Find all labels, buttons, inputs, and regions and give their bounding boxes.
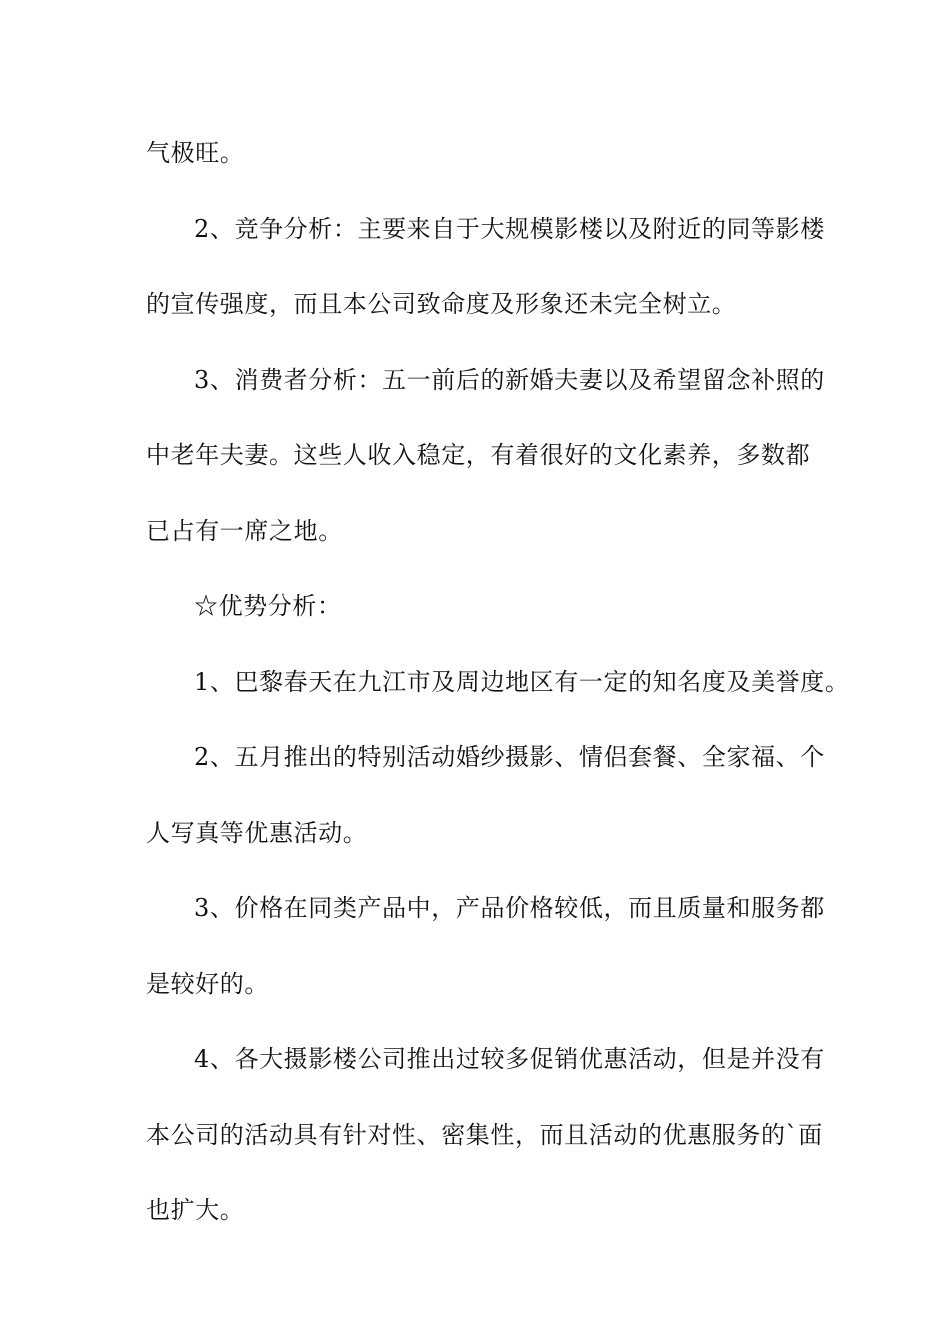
text-line: 中老年夫妻。这些人收入稳定，有着很好的文化素养，多数都	[146, 441, 811, 469]
text-line: 气极旺。	[146, 139, 245, 167]
text-line: 本公司的活动具有针对性、密集性，而且活动的优惠服务的`面	[146, 1120, 823, 1149]
text-line: 也扩大。	[146, 1196, 245, 1224]
text-line: 4、各大摄影楼公司推出过较多促销优惠活动，但是并没有	[194, 1045, 825, 1073]
text-line: 已占有一席之地。	[146, 516, 343, 545]
section-heading: ☆优势分析：	[194, 592, 342, 620]
text-line: 3、消费者分析：五一前后的新婚夫妻以及希望留念补照的	[194, 365, 825, 394]
text-line: 1、巴黎春天在九江市及周边地区有一定的知名度及美誉度。	[194, 667, 850, 696]
text-line: 2、竞争分析：主要来自于大规模影楼以及附近的同等影楼	[194, 214, 825, 243]
text-line: 2、五月推出的特别活动婚纱摄影、情侣套餐、全家福、个	[194, 743, 825, 771]
text-line: 人写真等优惠活动。	[146, 818, 368, 847]
document-body	[146, 128, 850, 1261]
text-line: 是较好的。	[146, 969, 269, 998]
text-line: 3、价格在同类产品中，产品价格较低，而且质量和服务都	[194, 894, 825, 922]
text-line: 的宣传强度，而且本公司致命度及形象还未完全树立。	[146, 290, 737, 318]
